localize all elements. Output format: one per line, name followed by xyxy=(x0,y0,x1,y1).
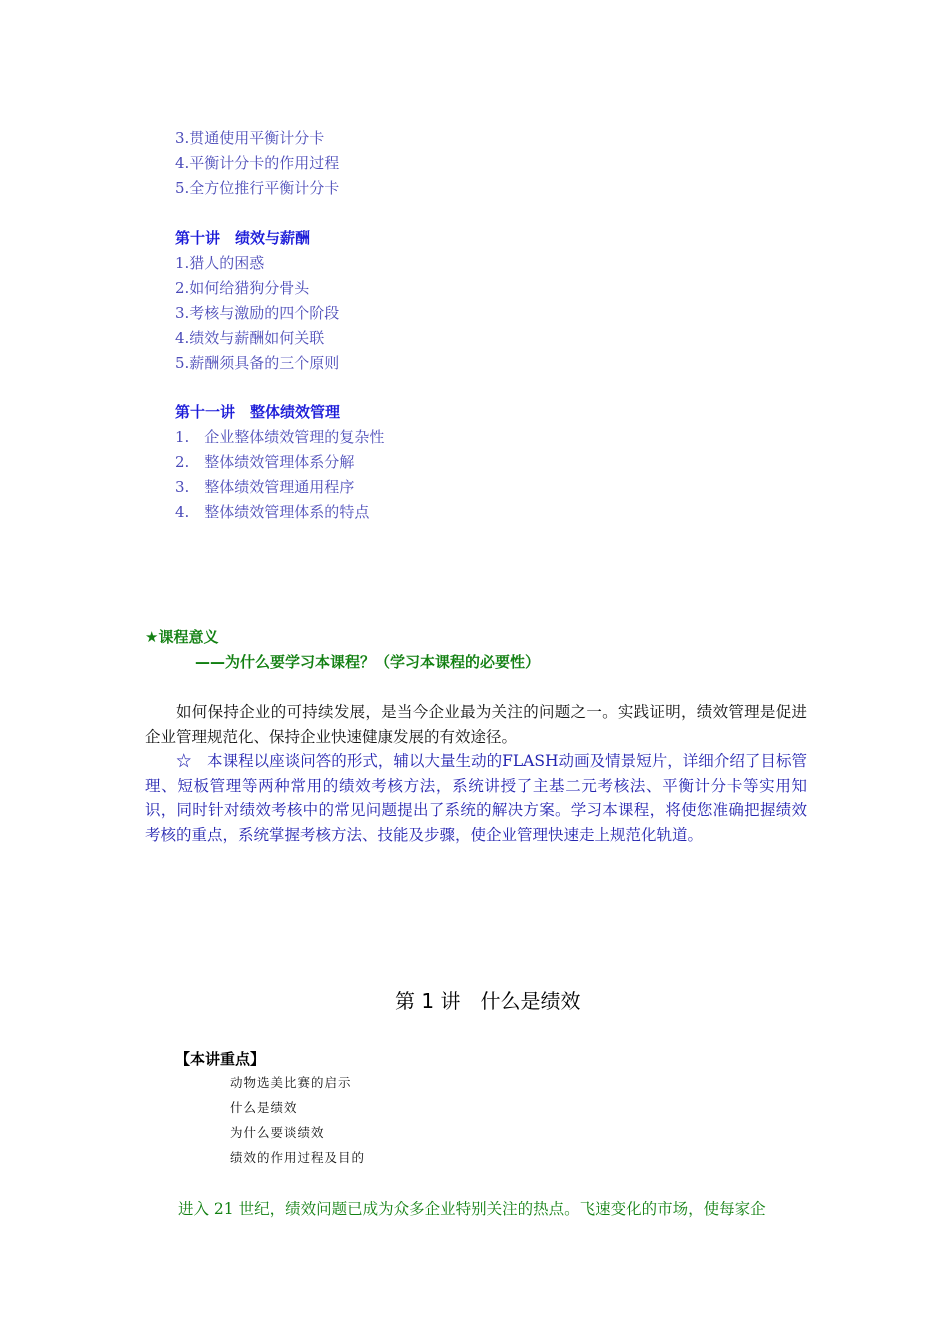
toc-item: 4.平衡计分卡的作用过程 xyxy=(175,154,340,172)
significance-paragraph-1: 如何保持企业的可持续发展，是当今企业最为关注的问题之一。实践证明，绩效管理是促进企业管理规范化、保持企业快速健康发展的有效途径。 xyxy=(145,703,807,746)
lecture11-heading: 第十一讲 整体绩效管理 xyxy=(175,403,341,421)
focus-item: 动物选美比赛的启示 xyxy=(230,1075,352,1090)
significance-title: ★课程意义 xyxy=(145,628,219,646)
focus-heading: 【本讲重点】 xyxy=(175,1050,266,1068)
significance-paragraph-2: ☆ 本课程以座谈问答的形式，辅以大量生动的FLASH动画及情景短片，详细介绍了目标管理、短板管理等两种常用的绩效考核方法，系统讲授了主基二元考核法、平衡计分卡等实用知识，同时针对绩效考核中的常见问题提出了系统的解决方案。学习本课程，将使您准确把握绩效考核的重点，系统掌握考核方法、技能及步骤，使企业管理快速走上规范化轨道。 xyxy=(145,752,807,844)
toc-item: 3.贯通使用平衡计分卡 xyxy=(175,129,325,147)
toc-item: 2.如何给猎狗分骨头 xyxy=(175,279,310,297)
toc-item: 5.全方位推行平衡计分卡 xyxy=(175,179,340,197)
toc-item: 4.绩效与薪酬如何关联 xyxy=(175,329,325,347)
focus-item: 绩效的作用过程及目的 xyxy=(230,1150,366,1165)
focus-item: 为什么要谈绩效 xyxy=(230,1125,325,1140)
lecture10-heading: 第十讲 绩效与薪酬 xyxy=(175,229,311,247)
lecture1-title: 第 1 讲 什么是绩效 xyxy=(395,989,581,1013)
toc-item: 1.猎人的困惑 xyxy=(175,254,265,272)
focus-item: 什么是绩效 xyxy=(230,1100,298,1115)
toc-item: 1. 企业整体绩效管理的复杂性 xyxy=(175,428,385,446)
toc-item: 3. 整体绩效管理通用程序 xyxy=(175,478,355,496)
toc-item: 2. 整体绩效管理体系分解 xyxy=(175,453,355,471)
lecture1-intro: 进入 21 世纪，绩效问题已成为众多企业特别关注的热点。飞速变化的市场，使每家企 xyxy=(178,1200,766,1218)
toc-item: 5.薪酬须具备的三个原则 xyxy=(175,354,340,372)
toc-item: 3.考核与激励的四个阶段 xyxy=(175,304,340,322)
significance-subtitle: ——为什么要学习本课程？（学习本课程的必要性） xyxy=(195,653,541,671)
toc-item: 4. 整体绩效管理体系的特点 xyxy=(175,503,370,521)
